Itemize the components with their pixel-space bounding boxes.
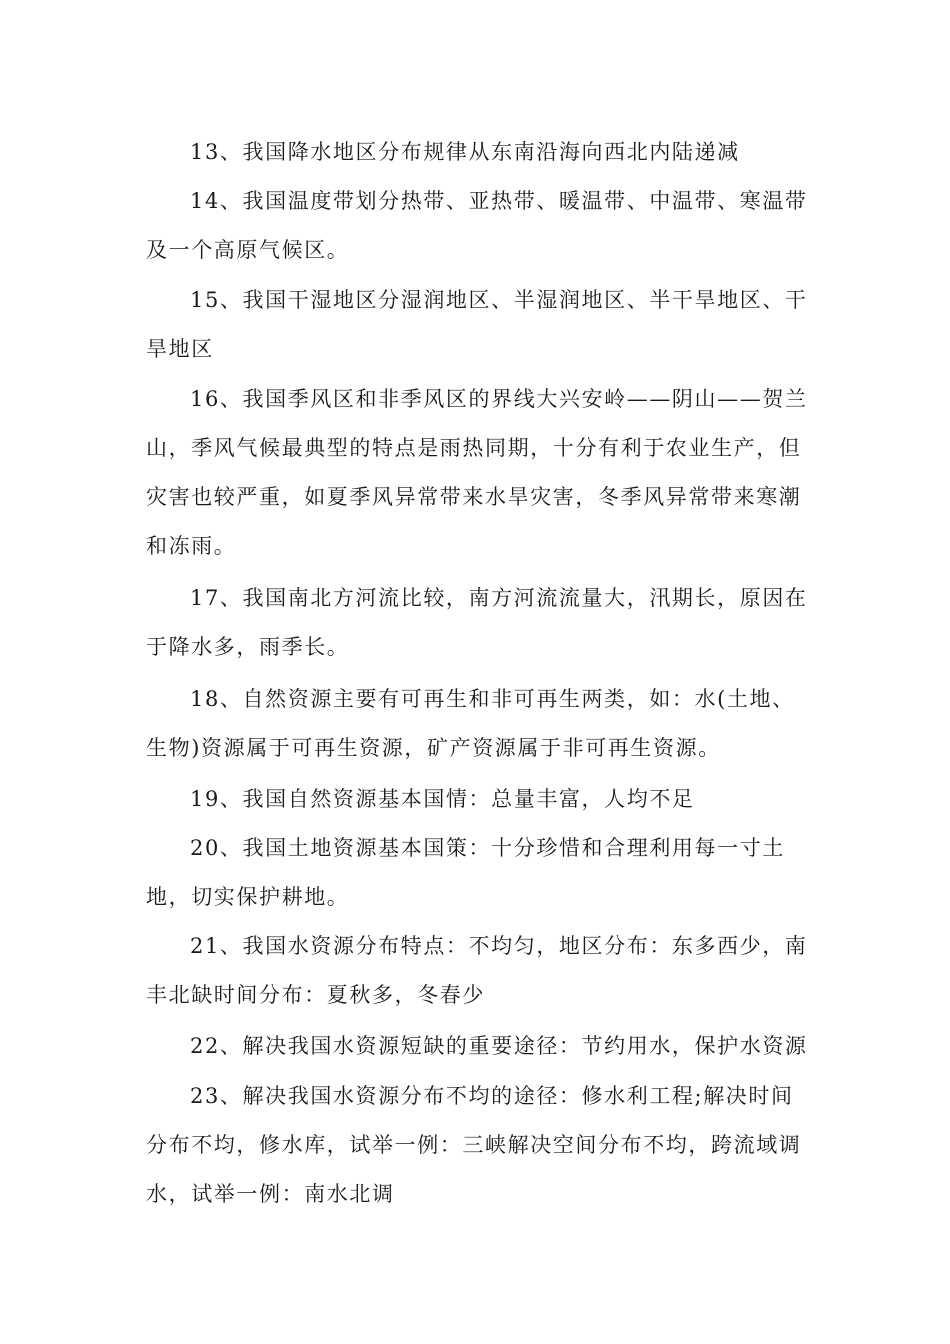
- paragraph-23: 23、解决我国水资源分布不均的途径：修水利工程;解决时间分布不均，修水库，试举一例：三峡解决空间分布不均，跨流域调水，试举一例：南水北调: [146, 1084, 802, 1206]
- paragraph-22: 22、解决我国水资源短缺的重要途径：节约用水，保护水资源: [190, 1034, 808, 1058]
- paragraph-13: 13、我国降水地区分布规律从东南沿海向西北内陆递减: [190, 140, 740, 164]
- paragraph-15: 15、我国干湿地区分湿润地区、半湿润地区、半干旱地区、干旱地区: [146, 288, 808, 361]
- paragraph-16: 16、我国季风区和非季风区的界线大兴安岭——阴山——贺兰山，季风气候最典型的特点是雨热同期，十分有利于农业生产，但灾害也较严重，如夏季风异常带来水旱灾害，冬季风异常带来寒潮和冻雨。: [146, 387, 808, 558]
- paragraph-18: 18、自然资源主要有可再生和非可再生两类，如：水(土地、生物)资源属于可再生资源，矿产资源属于非可再生资源。: [146, 687, 795, 760]
- paragraph-19: 19、我国自然资源基本国情：总量丰富，人均不足: [190, 787, 695, 811]
- paragraph-20: 20、我国土地资源基本国策：十分珍惜和合理利用每一寸土地，切实保护耕地。: [146, 836, 785, 909]
- paragraph-17: 17、我国南北方河流比较，南方河流流量大，汛期长，原因在于降水多，雨季长。: [146, 586, 808, 659]
- paragraph-14: 14、我国温度带划分热带、亚热带、暖温带、中温带、寒温带及一个高原气候区。: [146, 189, 808, 262]
- paragraph-21: 21、我国水资源分布特点：不均匀，地区分布：东多西少，南丰北缺时间分布：夏秋多，冬春少: [146, 934, 808, 1007]
